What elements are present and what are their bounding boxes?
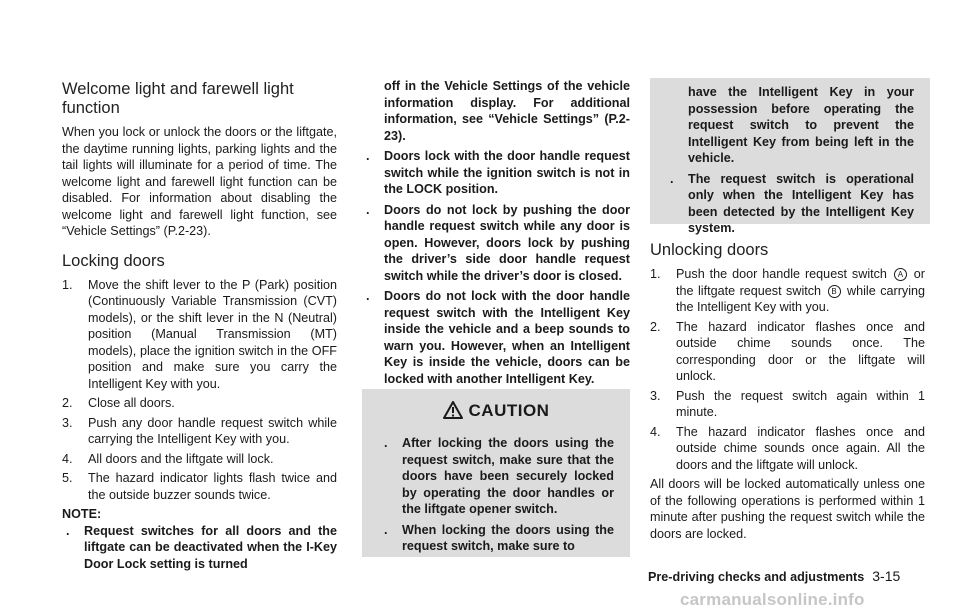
list-item: . Request switches for all doors and the liftgate can be deactivated when the I-Key Door Lock setting is turned — [66, 523, 337, 571]
switch-a-label: A — [894, 268, 907, 281]
caution-title: CAUTION — [468, 401, 550, 420]
list-item: 4. The hazard indicator flashes once and outside chime sounds once again. All the doors and the liftgate will unlock. — [650, 424, 925, 472]
column-3 — [650, 241, 925, 542]
list-item: . After locking the doors using the request switch, make sure that the doors have been securely locked by operating the door handles or the liftgate opener switch. — [384, 436, 614, 516]
welcome-title-line1: Welcome light and farewell light — [62, 80, 294, 98]
unlocking-title: Unlocking doors — [650, 241, 769, 259]
list-item: . When locking the doors using the request switch, make sure to — [384, 522, 614, 553]
list-item: 1. Push the door handle request switch A or the liftgate request switch B while carrying the Intelligent Key with you. — [650, 267, 926, 314]
caution-continuation-bullets — [666, 171, 914, 237]
caution-bullets — [380, 435, 614, 559]
column-2 — [362, 78, 630, 391]
list-item: . Doors do not lock with the door handle request switch with the Intelligent Key inside the vehicle and a beep sounds to warn you. However, when an Intelligent Key is inside the vehicle, doors can be locked with another Intelligent Key. — [366, 289, 630, 386]
watermark: carmanualsonline.info — [680, 590, 865, 609]
list-item: 2. Close all doors. — [62, 396, 175, 410]
welcome-title-line2: function — [62, 99, 120, 117]
column-1 — [62, 80, 337, 576]
switch-b-label: B — [828, 285, 841, 298]
auto-lock-text: All doors will be locked automatically unless one of the following operations is performed within 1 minute after pushing the request switch while the doors are locked. — [650, 477, 925, 541]
caution-header — [362, 401, 630, 421]
locking-title: Locking doors — [62, 251, 165, 270]
caution-continuation: have the Intelligent Key in your possession before operating the request switch to prevent the Intelligent Key from being left in the vehicle. — [688, 85, 914, 165]
warning-icon — [443, 401, 463, 419]
lock-bullets — [362, 148, 630, 387]
unlocking-steps — [650, 266, 925, 473]
note-bullets — [62, 523, 337, 573]
list-item: 3. Push any door handle request switch while carrying the Intelligent Key with you. — [62, 415, 337, 446]
note-continuation: off in the Vehicle Settings of the vehicle information display. For additional information, see “Vehicle Settings” (P.2-23). — [384, 79, 630, 143]
note-label: NOTE: — [62, 507, 102, 521]
list-item: 2. The hazard indicator flashes once and outside chime sounds once. The corresponding door or the liftgate will unlock. — [650, 319, 925, 383]
list-item: 3. Push the request switch again within 1 minute. — [650, 388, 925, 419]
section-name: Pre-driving checks and adjustments — [648, 570, 865, 584]
page-footer — [648, 568, 900, 584]
locking-steps — [62, 277, 337, 504]
caution-box — [362, 389, 630, 557]
list-item: . Doors do not lock by pushing the door handle request switch while any door is open. However, doors lock by pushing the driver’s side door handle request switch while the driver’s door is closed. — [366, 202, 630, 283]
page-number: 3-15 — [872, 568, 901, 584]
list-item: 5. The hazard indicator lights flash twice and the outside buzzer sounds twice. — [62, 471, 337, 502]
welcome-text: When you lock or unlock the doors or the liftgate, the daytime running lights, parking lights and the tail lights will illuminate for a period of time. The welcome light and farewell light function can be disabled. For information about disabling the welcome light and farewell light function, see “Vehicle Settings” (P.2-23). — [62, 125, 337, 238]
list-item: . Doors lock with the door handle request switch while the ignition switch is not in the LOCK position. — [366, 149, 630, 196]
list-item: 4. All doors and the liftgate will lock. — [62, 451, 274, 466]
list-item: . The request switch is operational only when the Intelligent Key has been detected by the Intelligent Key system. — [670, 171, 914, 235]
list-item: 1. Move the shift lever to the P (Park) position (Continuously Variable Transmission (CVT) models), or the shift lever in the N (Neutral) position (Manual Transmission (MT) models), place the ignition switch in the OFF position and make sure you carry the Intelligent Key with you. — [62, 277, 337, 391]
caution-continuation-box — [650, 78, 930, 235]
